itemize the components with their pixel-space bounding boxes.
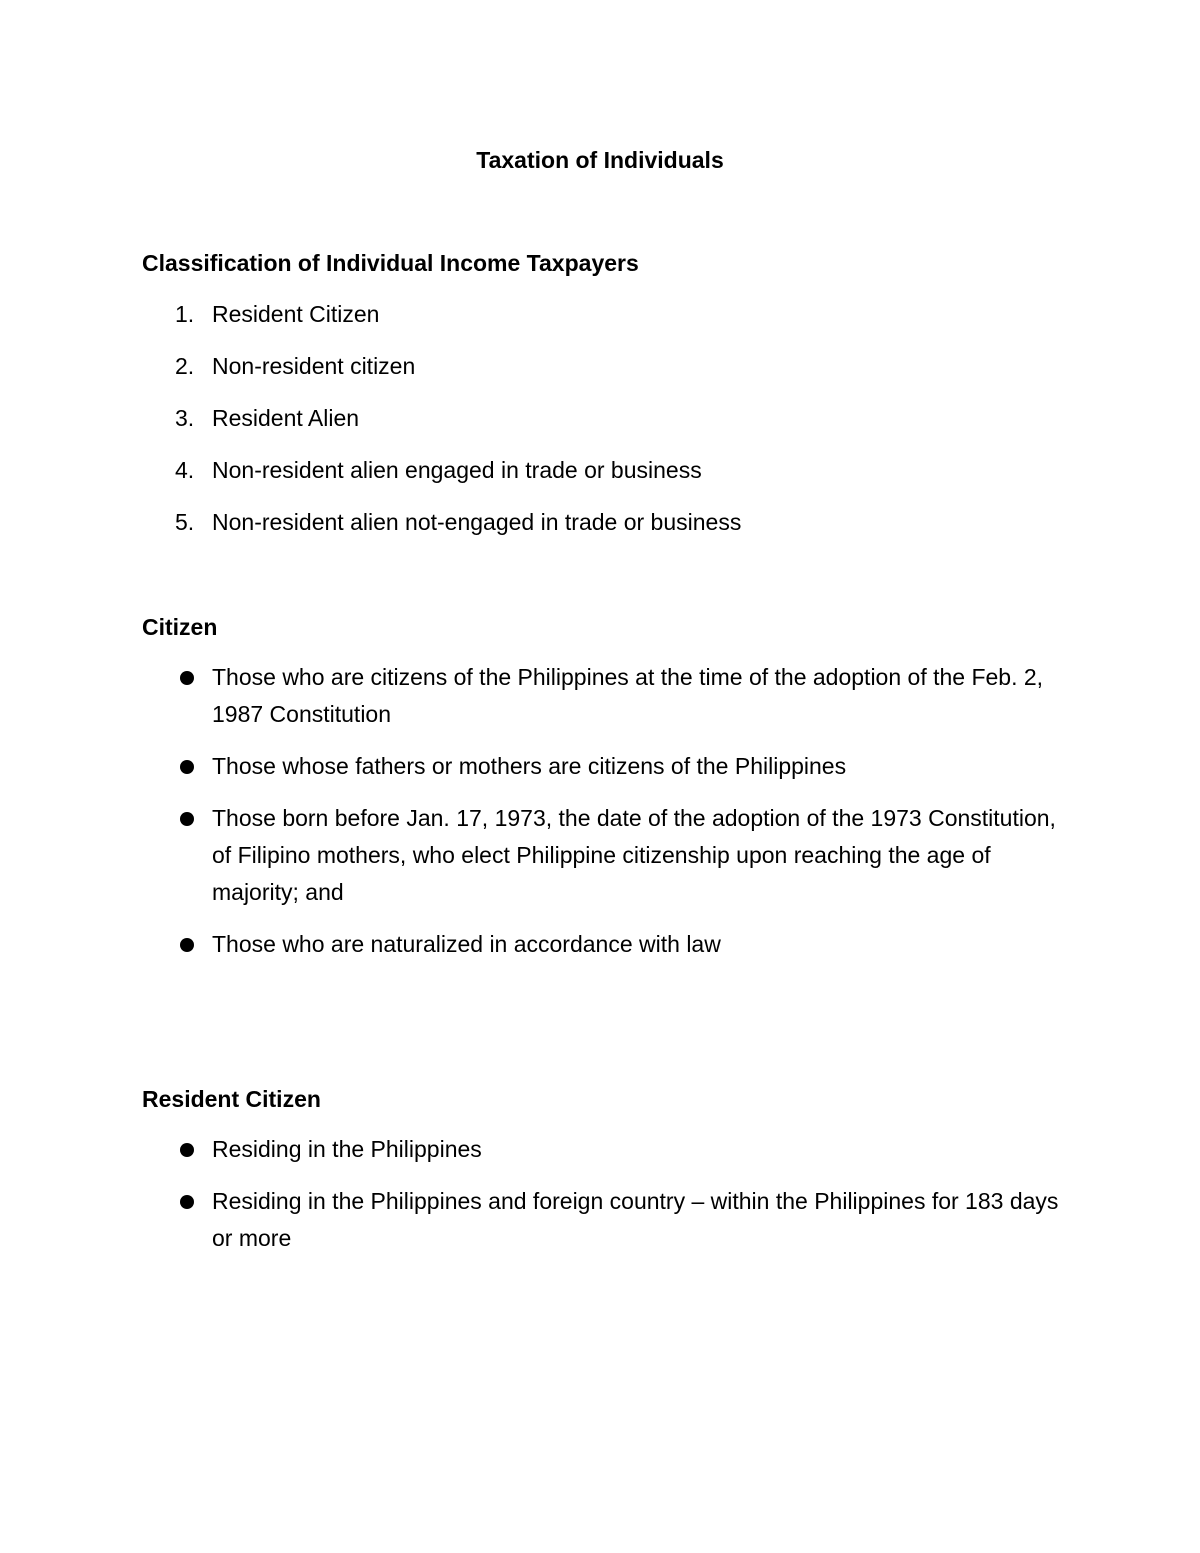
list-item-text: Resident Citizen <box>212 301 380 327</box>
list-item <box>142 926 1062 963</box>
list-item-text: Non-resident citizen <box>212 353 416 379</box>
bullet-icon <box>180 812 194 826</box>
list-item-text: Those whose fathers or mothers are citizens of the Philippines <box>212 753 847 779</box>
list-item-text: Residing in the Philippines <box>212 1136 482 1162</box>
list-number: 3. <box>175 405 195 431</box>
list-number: 2. <box>175 353 195 379</box>
list-number: 4. <box>175 457 195 483</box>
section-heading-citizen: Citizen <box>142 614 218 640</box>
list-item <box>142 348 1062 385</box>
list-item <box>142 504 1062 541</box>
list-item <box>142 659 1062 733</box>
section-heading-classification: Classification of Individual Income Taxpayers <box>142 250 639 276</box>
list-item-text: Residing in the Philippines and foreign country – within the Philippines for 183 days or more <box>212 1188 1059 1251</box>
list-item <box>142 296 1062 333</box>
bullet-icon <box>180 938 194 952</box>
list-item <box>142 400 1062 437</box>
list-item-text: Those who are citizens of the Philippines at the time of the adoption of the Feb. 2, 1987 Constitution <box>212 664 1044 727</box>
list-item-text: Resident Alien <box>212 405 360 431</box>
bullet-icon <box>180 671 194 685</box>
list-number: 1. <box>175 301 195 327</box>
list-item <box>142 452 1062 489</box>
section-heading-resident-citizen: Resident Citizen <box>142 1086 321 1112</box>
list-item-text: Non-resident alien engaged in trade or business <box>212 457 702 483</box>
bullet-icon <box>180 1143 194 1157</box>
list-item-text: Those who are naturalized in accordance with law <box>212 931 721 957</box>
document-title: Taxation of Individuals <box>476 147 724 173</box>
classification-list <box>142 296 1062 556</box>
bullet-icon <box>180 760 194 774</box>
list-item <box>142 1183 1062 1257</box>
citizen-list <box>142 659 1062 978</box>
list-item <box>142 1131 1062 1168</box>
resident-citizen-list <box>142 1131 1062 1272</box>
list-item-text: Those born before Jan. 17, 1973, the date of the adoption of the 1973 Constitution, of Filipino mothers, who elect Philippine citizenship upon reaching the age of majority; and <box>212 805 1056 905</box>
list-item-text: Non-resident alien not-engaged in trade or business <box>212 509 742 535</box>
list-number: 5. <box>175 509 195 535</box>
list-item <box>142 800 1062 911</box>
list-item <box>142 748 1062 785</box>
bullet-icon <box>180 1195 194 1209</box>
